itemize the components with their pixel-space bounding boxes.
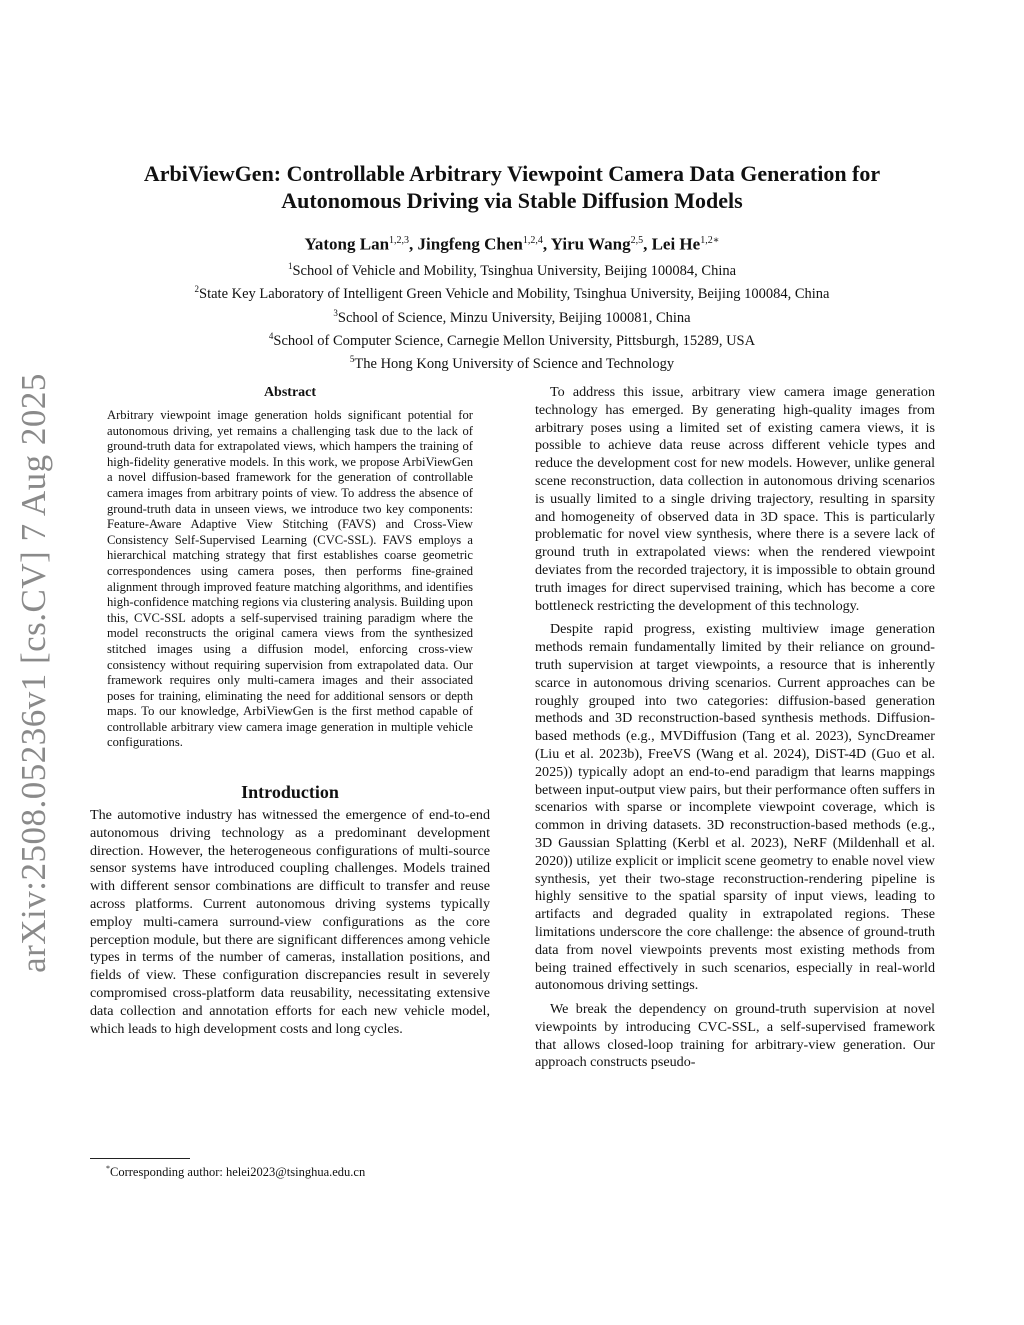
affiliation-number: 1 <box>287 261 293 271</box>
arxiv-id-text: arXiv:2508.05236v1 [cs.CV] 7 Aug 2025 <box>14 373 54 973</box>
body-paragraph-2: Despite rapid progress, existing multiview image generation methods remain fundamentally limited by their reliance on ground-truth supervision at target viewpoints, a resource that is inherently scarce in autonomous driving scenarios. Current approaches can be roughly grouped into two categories: diffusion-based generation methods and 3D reconstruction-based synthesis methods. Diffusion-based methods (e.g., MVDiffusion (Tang et al. 2023), SyncDreamer (Liu et al. 2023b), FreeVS (Wang et al. 2024), DiST-4D (Guo et al. 2025)) typically adopt an end-to-end paradigm that learns mappings between input-output view pairs, but their performance often suffers in scenarios with sparse or incomplete viewpoint coverage, which is common in driving datasets. 3D reconstruction-based methods (e.g., 3D Gaussian Splatting (Kerbl et al. 2023), NeRF (Mildenhall et al. 2020)) utilize explicit or implicit scene geometry to enable novel view synthesis, yet their two-stage reconstruction-rendering pipeline is highly sensitive to the spatial sparsity of input views, leading to artifacts and degraded quality in extrapolated regions. These limitations underscore the core challenge: the absence of ground-truth data from novel viewpoints prevents most existing methods from being trained effectively in such scenarios, especially in real-world autonomous driving settings. <box>535 621 935 994</box>
footnote-mark: * <box>106 1164 110 1173</box>
title-line-2: Autonomous Driving via Stable Diffusion Models <box>281 188 743 213</box>
author-affil-marker: 1,2,4 <box>522 235 543 246</box>
affiliation-text: State Key Laboratory of Intelligent Green Vehicle and Mobility, Tsinghua University, Beijing 100084, China <box>199 286 830 303</box>
abstract-body: Arbitrary viewpoint image generation holds significant potential for autonomous driving, yet remains a challenging task due to the lack of ground-truth data for extrapolated views, which hampers the training of high-fidelity generative models. In this work, we propose ArbiViewGen a novel diffusion-based framework for the generation of controllable camera images from arbitrary points of view. To address the absence of ground-truth data in unseen views, we introduce two key components: Feature-Aware Adaptive View Stitching (FAVS) and Cross-View Consistency Self-Supervised Learning (CVC-SSL). FAVS employs a hierarchical matching strategy that first establishes coarse geometric correspondences using camera poses, then performs fine-grained alignment through improved feature matching algorithms, and identifies high-confidence matching regions via clustering analysis. Building upon this, CVC-SSL adopts a self-supervised training paradigm where the model reconstructs the original camera views from the synthesized stitched images using a diffusion model, enforcing cross-view consistency without requiring supervision from extrapolated data. Our framework requires only multi-camera images and their associated poses for training, eliminating the need for additional sensors or depth maps. To our knowledge, ArbiViewGen is the first method capable of controllable arbitrary view camera image generation in multiple vehicle configurations. <box>107 408 473 750</box>
left-column <box>90 384 490 1038</box>
author-separator: , <box>542 234 551 254</box>
affiliation-number: 2 <box>194 284 200 295</box>
author-separator: , <box>409 234 418 254</box>
author-affil-marker: 1,2,3 <box>389 235 410 246</box>
author-affil-marker: 2,5 <box>630 235 644 246</box>
affiliation-list <box>90 257 934 374</box>
footnote-text: Corresponding author: helei2023@tsinghua.edu.cn <box>110 1165 366 1180</box>
affiliation-text: The Hong Kong University of Science and Technology <box>354 356 675 373</box>
introduction-paragraph-1: The automotive industry has witnessed the emergence of end-to-end autonomous driving technology as a predominant development direction. However, the heterogeneous configurations of multi-source sensor systems have introduced coupling challenges. Models trained with different sensor combinations are difficult to transfer and reuse across platforms. Current autonomous driving systems typically employ multi-camera surround-view configurations as the core perception module, but there are significant differences among vehicle types in terms of the number of cameras, installation positions, and fields of view. These configuration discrepancies result in severely compromised cross-platform data reusability, necessitating extensive data collection and annotation efforts for each new vehicle model, which leads to high development costs and long cycles. <box>90 807 490 1037</box>
affiliation-text: School of Vehicle and Mobility, Tsinghua University, Beijing 100084, China <box>292 262 737 279</box>
affiliation-line <box>90 350 934 373</box>
author-affil-marker: 1,2∗ <box>700 235 720 246</box>
footnote <box>106 1161 490 1180</box>
affiliation-text: School of Science, Minzu University, Beijing 100081, China <box>337 309 691 326</box>
author-separator: , <box>643 234 652 254</box>
abstract-heading: Abstract <box>263 385 317 400</box>
right-column <box>535 384 935 1072</box>
author-name: Yiru Wang <box>550 234 631 254</box>
author-name: Lei He <box>651 234 701 254</box>
paper-title <box>90 160 934 214</box>
footnote-divider <box>90 1158 190 1159</box>
introduction-heading: Introduction <box>241 782 339 803</box>
affiliation-line <box>90 304 934 327</box>
title-line-1: ArbiViewGen: Controllable Arbitrary Viewpoint Camera Data Generation for <box>143 161 881 186</box>
affiliation-line <box>90 280 934 303</box>
affiliation-number: 4 <box>268 330 274 341</box>
affiliation-number: 3 <box>333 307 338 318</box>
affiliation-line <box>90 257 934 280</box>
affiliation-number: 5 <box>349 354 355 365</box>
body-paragraph-1: To address this issue, arbitrary view camera image generation technology has emerged. By generating high-quality images from arbitrary poses using a limited set of existing camera views, it is possible to achieve data reuse across different vehicle types and reduce the development cost for new models. However, unlike general scene reconstruction, data collection in autonomous driving scenarios is usually limited to a single driving trajectory, resulting in sparsity and homogeneity of observed data in 3D space. This is particularly problematic for novel view synthesis, where there is a severe lack of ground truth in extrapolated views: when the rendered viewpoint deviates from the recorded trajectory, it is impossible to obtain ground truth images for direct supervised training, which has become a core bottleneck restricting the development of this technology. <box>535 384 935 614</box>
body-paragraph-3: We break the dependency on ground-truth supervision at novel viewpoints by introducing CVC-SSL, a self-supervised framework that allows closed-loop training for arbitrary-view generation. Our approach constructs pseudo- <box>535 1001 935 1071</box>
author-name: Jingfeng Chen <box>417 234 523 254</box>
author-name: Yatong Lan <box>304 234 390 254</box>
author-list <box>90 230 934 256</box>
affiliation-text: School of Computer Science, Carnegie Mellon University, Pittsburgh, 15289, USA <box>273 332 756 349</box>
affiliation-line <box>90 327 934 350</box>
arxiv-identifier-stamp <box>4 373 64 973</box>
